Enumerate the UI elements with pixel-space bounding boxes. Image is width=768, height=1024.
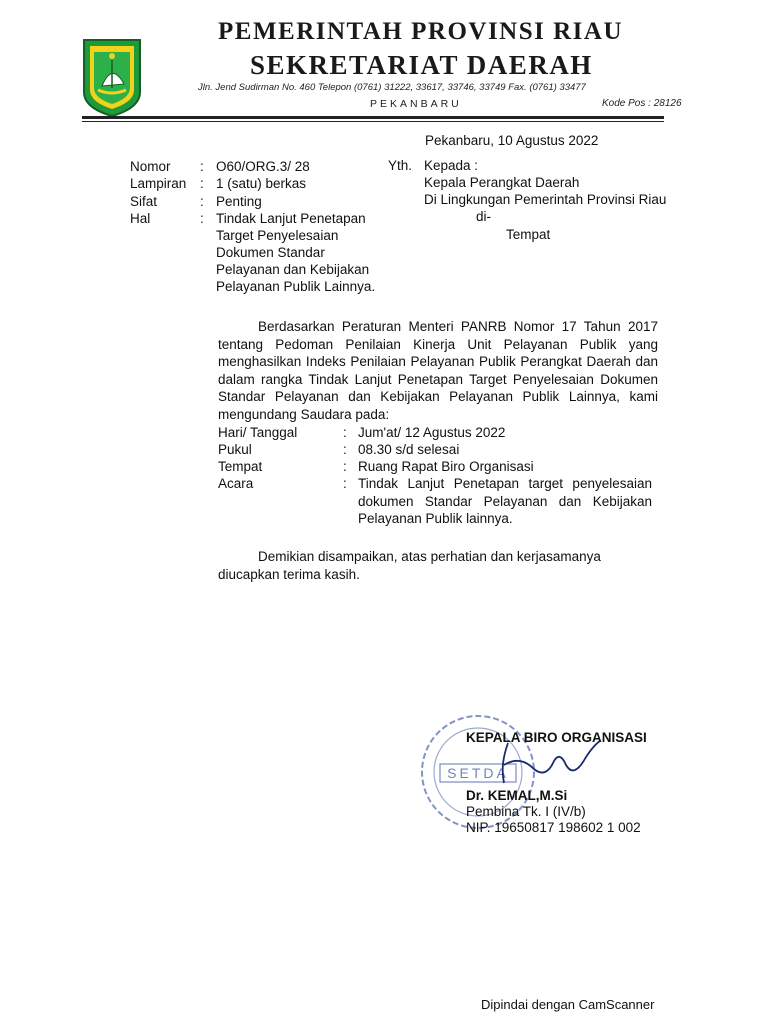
detail-label-date: Hari/ Tanggal xyxy=(218,425,298,440)
letterhead-office-name: SEKRETARIAT DAERAH xyxy=(250,50,593,80)
recipient-tempat: Tempat xyxy=(506,227,551,242)
meta-value-hal-line: Pelayanan Publik Lainnya. xyxy=(216,279,376,294)
detail-value-date: Jum'at/ 12 Agustus 2022 xyxy=(358,425,506,440)
meta-value-hal-line: Target Penyelesaian xyxy=(216,228,339,243)
body-paragraph xyxy=(218,318,658,423)
letterhead-thick-rule xyxy=(82,116,664,119)
letterhead-postal-code: Kode Pos : 28126 xyxy=(602,98,682,109)
letterhead-address: Jln. Jend Sudirman No. 460 Telepon (0761) 31222, 33617, 33746, 33749 Fax. (0761) 33477 xyxy=(198,82,586,93)
closing-paragraph xyxy=(218,548,658,584)
detail-label-agenda: Acara xyxy=(218,476,254,491)
meta-colon: : xyxy=(200,211,204,226)
meta-label-nomor: Nomor xyxy=(130,159,171,174)
detail-value-agenda: Tindak Lanjut Penetapan target penyelesaian dokumen Standar Pelayanan dan Kebijakan Pelayanan Publik lainnya. xyxy=(358,476,652,526)
meta-value-nomor: O60/ORG.3/ 28 xyxy=(216,159,310,174)
letterhead-city: PEKANBARU xyxy=(370,98,462,110)
meta-value-hal-line: Tindak Lanjut Penetapan xyxy=(216,211,366,226)
detail-label-place: Tempat xyxy=(218,459,263,474)
body-paragraph-text: Berdasarkan Peraturan Menteri PANRB Nomor 17 Tahun 2017 tentang Pedoman Penilaian Kinerja Unit Pelayanan Publik yang menghasilkan Indeks Penilaian Pelayanan Publik Perangkat Daerah dan dalam rangka Tindak Lanjut Penetapan Target Penyelesaian Dokumen Standar Pelayanan dan Kebijakan Pelayanan Publik Lainnya, kami mengundang Saudara pada: xyxy=(218,319,658,422)
recipient-line2: Di Lingkungan Pemerintah Provinsi Riau xyxy=(424,192,667,207)
recipient-di: di- xyxy=(476,209,492,224)
detail-colon: : xyxy=(343,476,347,491)
recipient-line1: Kepala Perangkat Daerah xyxy=(424,175,580,190)
scanner-watermark: Dipindai dengan CamScanner xyxy=(481,997,655,1012)
recipient-yth: Yth. xyxy=(388,158,413,173)
closing-text: Demikian disampaikan, atas perhatian dan kerjasamanya diucapkan terima kasih. xyxy=(218,549,601,582)
detail-colon: : xyxy=(343,459,347,474)
meta-colon: : xyxy=(200,194,204,209)
recipient-kepada: Kepada : xyxy=(424,158,479,173)
riau-coat-of-arms-logo xyxy=(80,36,144,118)
letterhead-government-name: PEMERINTAH PROVINSI RIAU xyxy=(218,18,624,45)
detail-label-time: Pukul xyxy=(218,442,252,457)
detail-value-place: Ruang Rapat Biro Organisasi xyxy=(358,459,534,474)
detail-colon: : xyxy=(343,425,347,440)
meta-label-lampiran: Lampiran xyxy=(130,176,187,191)
letter-date: Pekanbaru, 10 Agustus 2022 xyxy=(425,133,599,148)
signature-nip: NIP. 19650817 198602 1 002 xyxy=(466,820,641,835)
meta-colon: : xyxy=(200,176,204,191)
letterhead-thin-rule xyxy=(82,121,664,122)
signature-name: Dr. KEMAL,M.Si xyxy=(466,788,568,803)
signature-rank: Pembina Tk. I (IV/b) xyxy=(466,804,586,819)
meta-value-hal-line: Pelayanan dan Kebijakan xyxy=(216,262,370,277)
meta-colon: : xyxy=(200,159,204,174)
detail-colon: : xyxy=(343,442,347,457)
stamp-text: SETDA xyxy=(447,765,509,781)
meta-value-lampiran: 1 (satu) berkas xyxy=(216,176,307,191)
meta-value-sifat: Penting xyxy=(216,194,262,209)
detail-value-time: 08.30 s/d selesai xyxy=(358,442,460,457)
signature-position: KEPALA BIRO ORGANISASI xyxy=(466,730,647,745)
meta-label-hal: Hal xyxy=(130,211,151,226)
meta-value-hal-line: Dokumen Standar xyxy=(216,245,325,260)
meta-label-sifat: Sifat xyxy=(130,194,158,209)
